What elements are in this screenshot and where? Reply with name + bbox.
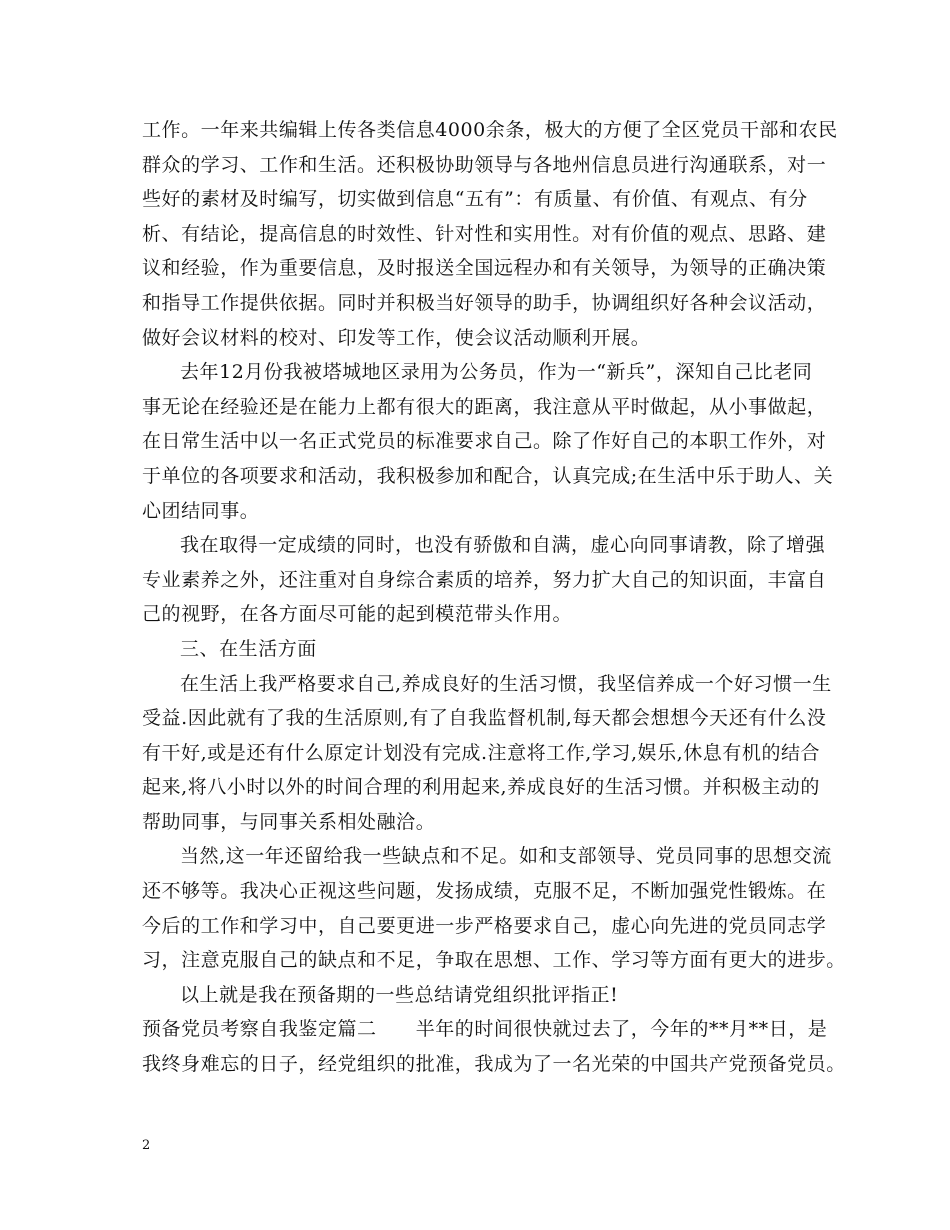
text-line: 己的视野，在各方面尽可能的起到模范带头作用。	[142, 603, 573, 626]
text-line: 工作。一年来共编辑上传各类信息4000余条，极大的方便了全区党员干部和农民	[142, 119, 838, 141]
text-line: 事无论在经验还是在能力上都有很大的距离，我注意从平时做起，从小事做起，	[142, 395, 827, 418]
text-line: 我终身难忘的日子，经党组织的批准，我成为了一名光荣的中国共产党预备党员。	[142, 1053, 846, 1076]
text-line: 和指导工作提供依据。同时并积极当好领导的助手，协调组织好各种会议活动，	[142, 291, 827, 314]
text-line: 于单位的各项要求和活动，我积极参加和配合，认真完成;在生活中乐于助人、关	[142, 464, 834, 487]
text-line: 专业素养之外，还注重对自身综合素质的培养，努力扩大自己的知识面，丰富自	[142, 568, 827, 591]
text-line: 些好的素材及时编写，切实做到信息“五有”：有质量、有价值、有观点、有分	[142, 188, 808, 211]
document-body	[142, 113, 846, 1082]
text-line: 起来,将八小时以外的时间合理的利用起来,养成良好的生活习惯。并积极主动的	[142, 776, 820, 799]
text-line: 在生活上我严格要求自己,养成良好的生活习惯，我坚信养成一个好习惯一生	[180, 672, 832, 695]
text-line: 析、有结论，提高信息的时效性、针对性和实用性。对有价值的观点、思路、建	[142, 222, 827, 245]
text-line: 习，注意克服自己的缺点和不足，争取在思想、工作、学习等方面有更大的进步。	[142, 949, 846, 972]
text-line: 去年12月份我被塔城地区录用为公务员，作为一“新兵”，深知自己比老同	[180, 361, 813, 384]
text-line: 有干好,或是还有什么原定计划没有完成.注意将工作,学习,娱乐,休息有机的结合	[142, 741, 821, 764]
text-line: 今后的工作和学习中，自己要更进一步严格要求自己，虚心向先进的党员同志学	[142, 914, 827, 937]
text-line: 心团结同事。	[142, 499, 260, 522]
text-line: 议和经验，作为重要信息，及时报送全国远程办和有关领导，为领导的正确决策	[142, 257, 827, 280]
text-line: 预备党员考察自我鉴定篇二 半年的时间很快就过去了，今年的**月**日，是	[142, 1018, 828, 1041]
text-line: 以上就是我在预备期的一些总结请党组织批评指正!	[180, 983, 619, 1006]
text-line: 当然,这一年还留给我一些缺点和不足。如和支部领导、党员同事的思想交流	[180, 845, 832, 868]
text-line: 我在取得一定成绩的同时，也没有骄傲和自满，虚心向同事请教，除了增强	[180, 534, 826, 557]
text-line: 帮助同事，与同事关系相处融洽。	[142, 810, 436, 833]
text-line: 在日常生活中以一名正式党员的标准要求自己。除了作好自己的本职工作外，对	[142, 430, 827, 453]
text-line: 三、在生活方面	[180, 637, 317, 660]
text-line: 做好会议材料的校对、印发等工作，使会议活动顺利开展。	[142, 326, 651, 349]
text-line: 还不够等。我决心正视这些问题，发扬成绩，克服不足，不断加强党性锻炼。在	[142, 880, 827, 903]
page-number: 2	[142, 1138, 151, 1153]
text-line: 群众的学习、工作和生活。还积极协助领导与各地州信息员进行沟通联系，对一	[142, 153, 827, 176]
text-line: 受益.因此就有了我的生活原则,有了自我监督机制,每天都会想想今天还有什么没	[142, 707, 827, 730]
